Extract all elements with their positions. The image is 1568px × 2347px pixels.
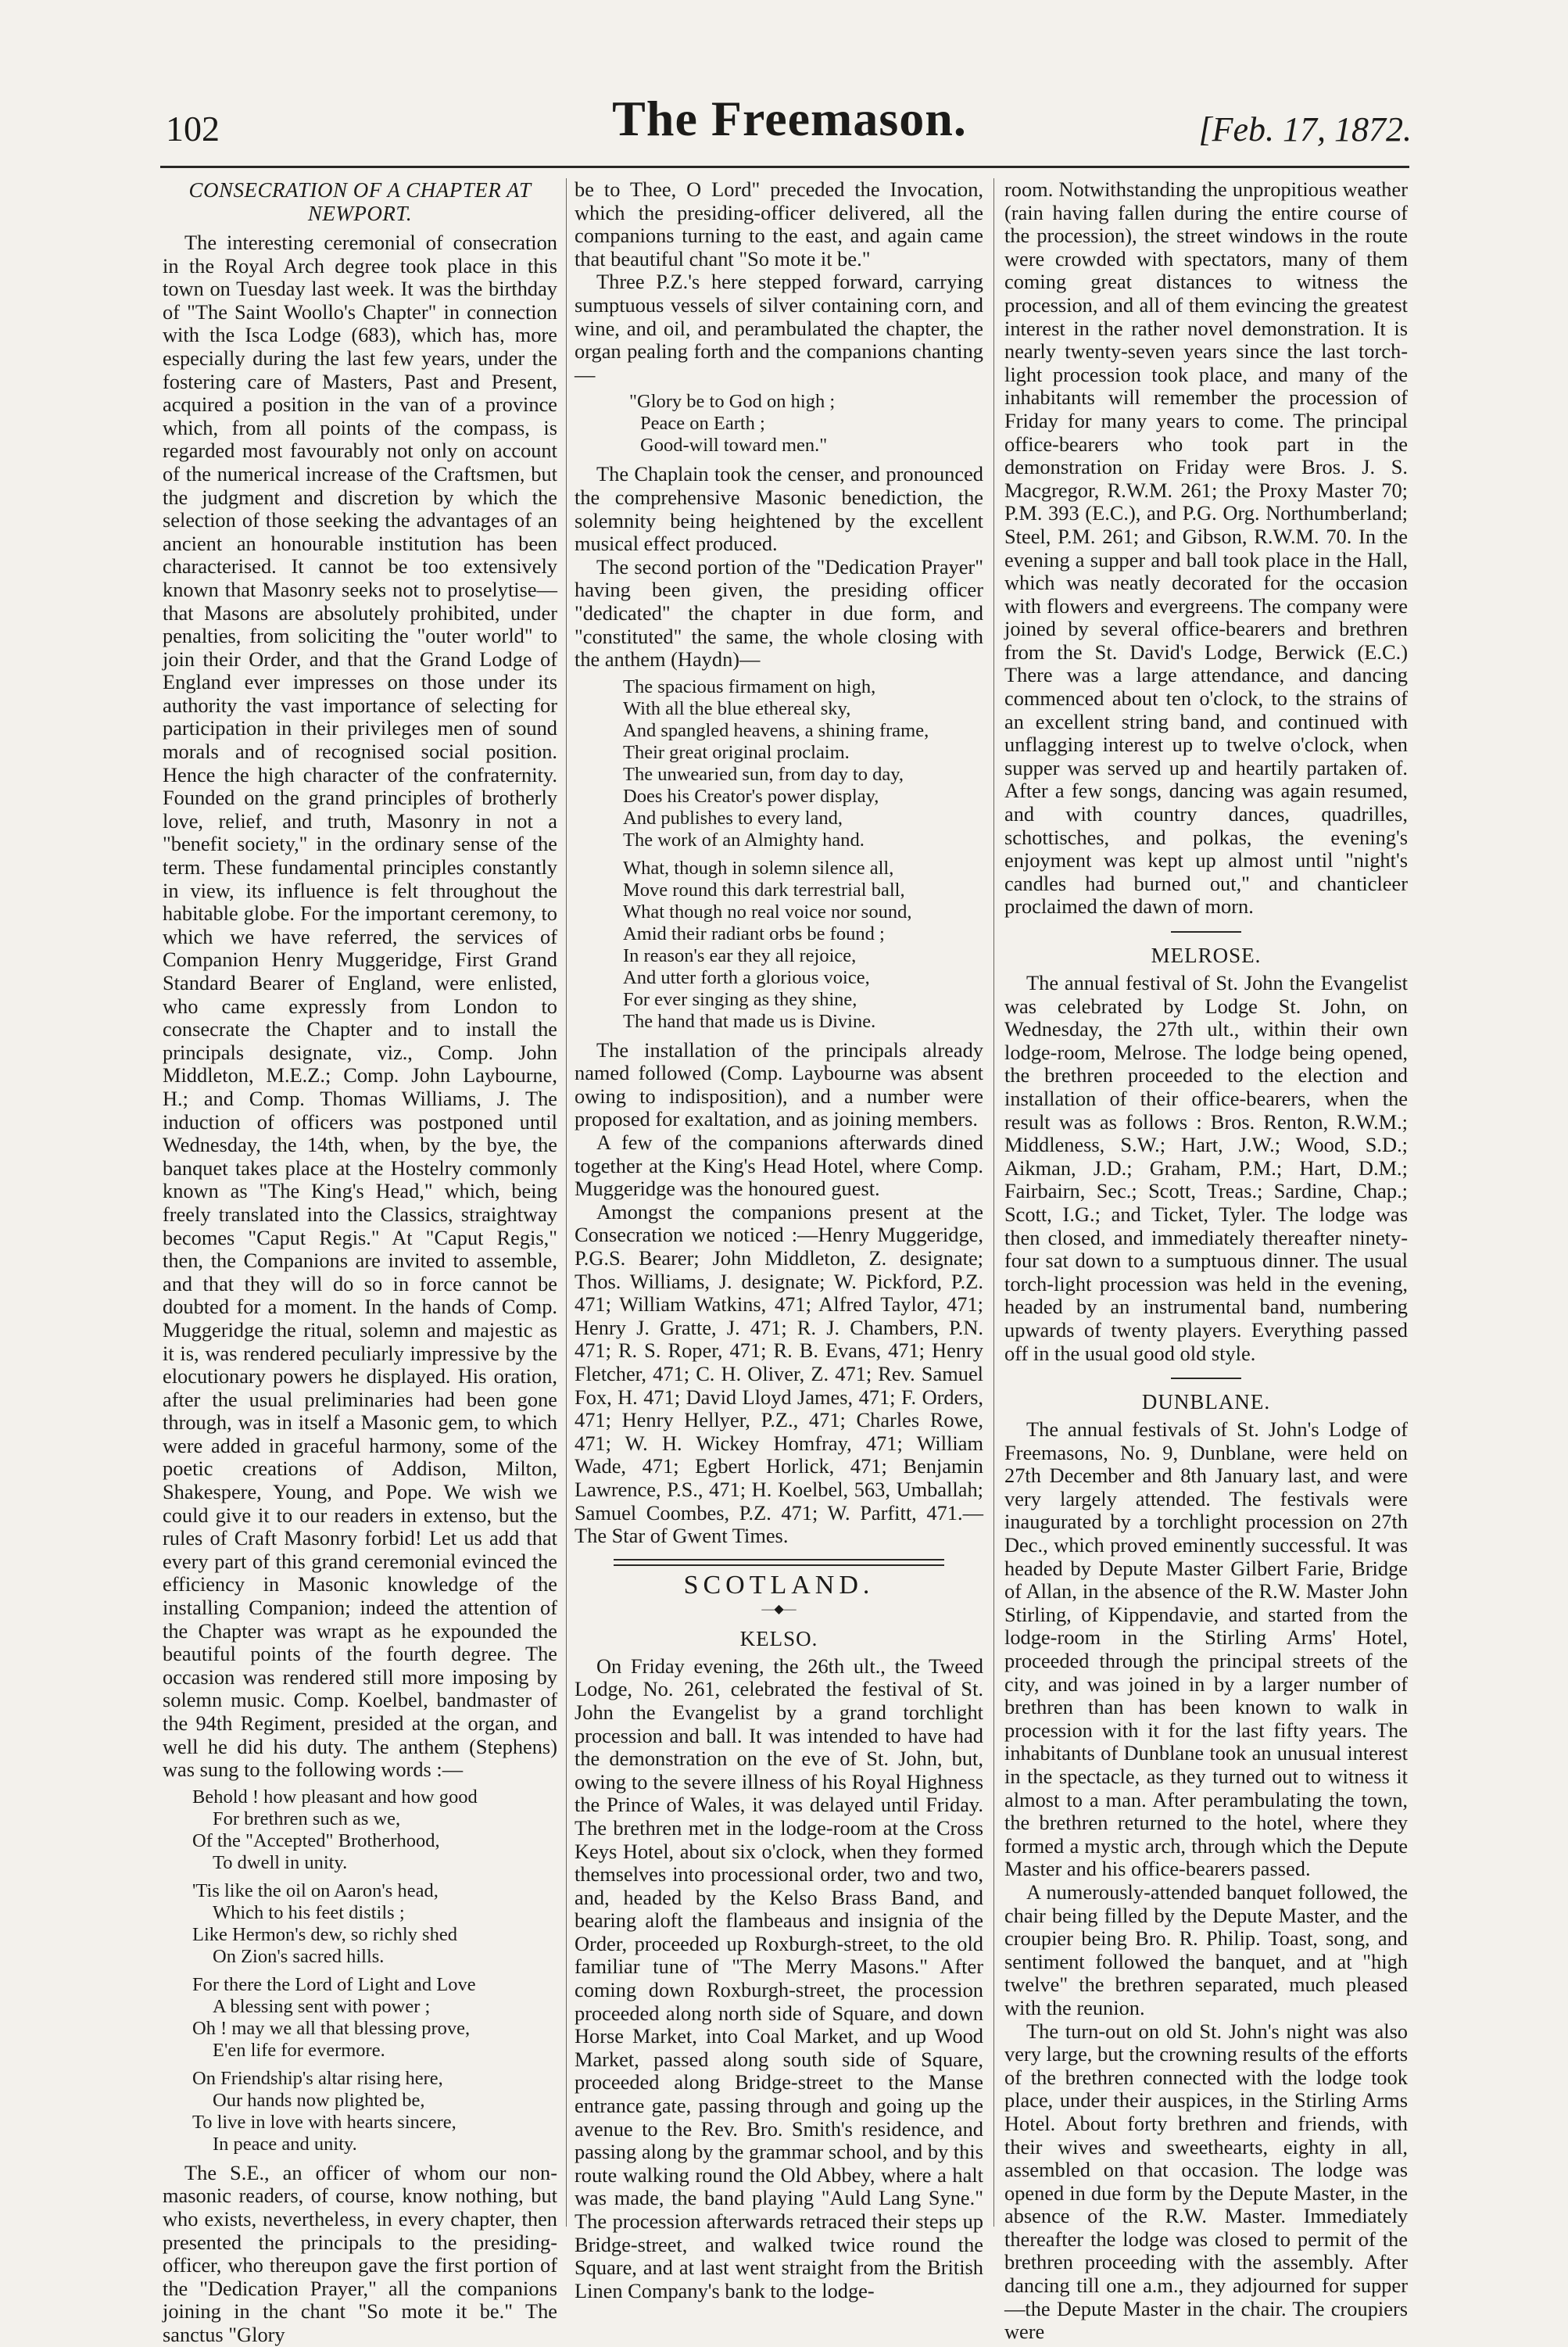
page-header xyxy=(0,0,1568,180)
paragraph: The turn-out on old St. John's night was also very large, but the crowning results of the efforts of the brethren connected with the lodge took place, under their auspices, in the Stirling Arms Hotel. About forty brethren and friends, with their wives and sweethearts, eighty in all, assembled on that occasion. The lodge was opened in due form by the Depute Master, in the absence of the R.W. Master. Immediately thereafter the lodge was closed to permit of the brethren proceeding with the assembly. After dancing till one a.m., they adjourned for supper—the Depute Master in the chair. The croupiers were xyxy=(1004,2019,1408,2344)
verse-line: Behold ! how pleasant and how good xyxy=(192,1786,478,1808)
section-double-rule xyxy=(614,1559,944,1566)
paragraph: The interesting ceremonial of consecration in the Royal Arch degree took place in this town on Tuesday last week. It was the birthday of "The Saint Woollo's Chapter" in connection with the Isca Lodge (683), which has, more especially during the last few years, under the fostering care of Masters, Past and Present, acquired a position in the van of a province which, from all points of the compass, is regarded most favourably not only on account of the numerical increase of the Craftsmen, but the judgment and discretion by which the selection of those seeking the advantages of an ancient an honourable institution has been characterised. It cannot be too extensively known that Masonry seeks not to proselytise—that Masons are absolutely prohibited, under penalties, from soliciting the "outer world" to join their Order, and that the Grand Lodge of England ever impresses on those under its authority the vast importance of selecting for participation in their privileges men of sound morals and of recognised social position. Hence the high character of the confraternity. Founded on the grand principles of brotherly love, relief, and truth, Masonry in not a "benefit society," in the ordinary sense of the term. These fundamental principles constantly in view, its influence is felt throughout the habitable globe. For the important ceremony, to which we have referred, the services of Companion Henry Muggeridge, First Grand Standard Bearer of England, were enlisted, who came expressly from London to consecrate the Chapter and to install the principals designate, viz., Comp. John Middleton, M.E.Z.; Comp. John Laybourne, H.; and Comp. Thomas Williams, J. The induction of officers was postponed until Wednesday, the 14th, when, by the bye, the banquet takes place at the Hostelry commonly known as "The King's Head," which, being freely translated into the Classics, straightway becomes "Caput Regis." At "Caput Regis," then, the Companions are invited to assemble, and that they will do so in force cannot be doubted for a moment. In the hands of Comp. Muggeridge the ritual, solemn and majestic as it is, was rendered peculiarly impressive by the elocutionary powers he displayed. His oration, after the usual preliminaries had been gone through, was in itself a Masonic gem, to which were added in graceful harmony, some of the poetic creations of Addison, Milton, Shakespere, Young, and Pope. We wish we could give it to our readers in extenso, but the rules of Craft Masonry forbid! Let us add that every part of this grand ceremonial evinced the efficiency in Masonic knowledge of the installing Companion; indeed the attention of the Chapter was wrapt as he expounded the beautiful points of the fourth degree. The occasion was rendered still more imposing by solemn music. Comp. Koelbel, bandmaster of the 94th Regiment, presided at the organ, and well he did his duty. The anthem (Stephens) was sung to the following words :— xyxy=(163,231,557,1782)
verse-line: For there the Lord of Light and Love xyxy=(192,1973,476,1995)
paragraph: The second portion of the "Dedication Prayer" having been given, the presiding officer "dedicated" the chapter in due form, and "constituted" the same, the whole closing with the anthem (Haydn)— xyxy=(575,554,983,672)
subheading-kelso: KELSO. xyxy=(739,1626,818,1650)
verse-line: What, though in solemn silence all, xyxy=(623,857,894,879)
verse-line: What though no real voice nor sound, xyxy=(623,901,912,923)
column-2 xyxy=(575,177,983,2302)
verse-line: A blessing sent with power ; xyxy=(213,1995,431,2017)
verse-line: The work of an Almighty hand. xyxy=(623,829,865,851)
anthem-verse xyxy=(192,1786,557,2155)
subheading-dunblane: DUNBLANE. xyxy=(1141,1390,1271,1414)
short-rule xyxy=(1171,931,1241,933)
paragraph: A numerously-attended banquet followed, the chair being filled by the Depute Master, and the croupier being Bro. R. Philip. Toast, song, and sentiment followed the banquet, and at "high twelve" the brethren separated, much pleased with the reunion. xyxy=(1004,1879,1408,2019)
verse-line: Of the "Accepted" Brotherhood, xyxy=(192,1829,440,1851)
verse-line: Move round this dark terrestrial ball, xyxy=(623,879,905,901)
page-number: 102 xyxy=(166,109,220,149)
section-heading-scotland: SCOTLAND. xyxy=(683,1570,875,1600)
verse-line: Which to his feet distils ; xyxy=(213,1901,405,1923)
chant-verse xyxy=(629,391,983,457)
paragraph: room. Notwithstanding the unpropitious weather (rain having fallen during the entire course of the procession), the street windows in the route were crowded with spectators, many of them coming great distances to witness the procession, and all of them evincing the greatest interest in the rather novel demonstration. It is nearly twenty-seven years since the last torch-light procession took place, and many of the inhabitants will remember the procession of Friday for many years to come. The principal office-bearers who took part in the demonstration on Friday were Bros. J. S. Macgregor, R.W.M. 261; the Proxy Master 70; P.M. 393 (E.C.), and P.G. Org. Northumberland; Steel, P.M. 261; and Gibson, R.W.M. 70. In the evening a supper and ball took place in the Hall, which was neatly decorated for the occasion with flowers and evergreens. The company were joined by several office-bearers and brethren from the St. David's Lodge, Berwick (E.C.) There was a large attendance, and dancing commenced about ten o'clock, to the strains of an excellent string band, and continued with unflagging interest up to twelve o'clock, when supper was served up and heartily partaken of. After a few songs, dancing was again resumed, and with country dances, quadrilles, schottisches, and polkas, the evening's enjoyment was kept up almost until "night's candles had burned out," and chanticleer proclaimed the dawn of morn. xyxy=(1004,177,1408,919)
stanza xyxy=(192,1974,557,2062)
verse-line: Good-will toward men." xyxy=(640,435,828,457)
ornament-icon: —◆— xyxy=(761,1602,797,1616)
stanza xyxy=(192,2068,557,2155)
stanza xyxy=(192,1786,557,1874)
verse-line: 'Tis like the oil on Aaron's head, xyxy=(192,1879,439,1901)
paragraph: The S.E., an officer of whom our non-masonic readers, of course, know nothing, but who exists, nevertheless, in every chapter, then presented the principals to the presiding-officer, who thereupon gave the first portion of the "Dedication Prayer," all the companions joining in the chant "So mote it be." The sanctus "Glory xyxy=(163,2160,557,2346)
verse-line: And publishes to every land, xyxy=(623,807,843,829)
verse-line: And spangled heavens, a shining frame, xyxy=(623,719,929,741)
header-rule xyxy=(160,166,1409,168)
paragraph: A few of the companions afterwards dined together at the King's Head Hotel, where Comp. Muggeridge was the honoured guest. xyxy=(575,1131,983,1201)
paragraph: The annual festivals of St. John's Lodge of Freemasons, No. 9, Dunblane, were held on 27th December and 8th January last, and were very largely attended. The festivals were inaugurated by a torchlight procession on 27th Dec., which proved eminently successful. It was headed by Depute Master Gilbert Farie, Bridge of Allan, in the absence of the R.W. Master John Stirling, of Kippendavie, and started from the lodge-room in the Stirling Arms' Hotel, proceeded through the principal streets of the city, and was joined in by a larger number of brethren than has been known to walk in procession with it for the last fifty years. The inhabitants of Dunblane took an unusual interest in the spectacle, as they turned out to witness it almost to a man. After perambulating the town, the brethren returned to the hotel, where they formed a mystic arch, through which the Depute Master and his office-bearers passed. xyxy=(1004,1417,1408,1881)
paragraph: Three P.Z.'s here stepped forward, carrying sumptuous vessels of silver containing corn, and wine, and oil, and perambulated the chapter, the organ pealing forth and the companions chanting— xyxy=(575,270,983,386)
stanza xyxy=(192,1880,557,1968)
article-title: CONSECRATION OF A CHAPTER AT NEWPORT. xyxy=(188,178,532,225)
paragraph: The installation of the principals already named followed (Comp. Laybourne was absent owing to indisposition), and a number were proposed for exaltation, and as joining members. xyxy=(575,1037,983,1131)
verse-line: In reason's ear they all rejoice, xyxy=(623,944,857,966)
verse-line: To live in love with hearts sincere, xyxy=(192,2111,456,2133)
short-rule xyxy=(1171,1378,1241,1379)
verse-line: E'en life for evermore. xyxy=(213,2039,385,2061)
paragraph: Amongst the companions present at the Consecration we noticed :—Henry Muggeridge, P.G.S. Bearer; John Middleton, Z. designate; Thos. Williams, J. designate; W. Pickford, P.Z. 471; William Watkins, 471; Alfred Taylor, 471; Henry J. Gratte, J. 471; R. J. Chambers, P.N. 471; R. S. Roper, 471; R. B. Evans, 471; Henry Fletcher, 471; C. H. Oliver, Z. 471; Rev. Samuel Fox, H. 471; David Lloyd James, 471; F. Orders, 471; Henry Hellyer, P.Z., 471; Charles Rowe, 471; W. H. Wickey Homfray, 471; William Wade, 471; Egbert Horlick, 471; Benjamin Lawrence, P.S., 471; H. Koelbel, 563, Umballah; Samuel Coombes, P.Z. 471; W. Parfitt, 471.—The Star of Gwent Times. xyxy=(575,1199,983,1548)
issue-date: [Feb. 17, 1872. xyxy=(1198,110,1412,149)
paragraph: The annual festival of St. John the Evangelist was celebrated by Lodge St. John, on Wednesday, the 27th ult., within their own lodge-room, Melrose. The lodge being opened, the brethren proceeded to the election and installation of their office-bearers, when the result was as follows : Bros. Renton, R.W.M.; Middleness, S.W.; Hart, J.W.; Wood, S.D.; Aikman, J.D.; Graham, P.M.; Hart, D.M.; Fairbairn, Sec.; Scott, Treas.; Sardine, Chap.; Scott, I.G.; and Ticket, Tyler. The lodge was then closed, and immediately thereafter ninety-four sat down to a sumptuous dinner. The usual torch-light procession was held in the evening, headed by an instrumental band, numbering upwards of twenty players. Everything passed off in the usual good old style. xyxy=(1004,971,1408,1365)
paragraph: be to Thee, O Lord" preceded the Invocation, which the presiding-officer delivered, all the companions turning to the east, and again came that beautiful chant "So mote it be." xyxy=(575,177,983,271)
verse-line: Amid their radiant orbs be found ; xyxy=(623,923,885,944)
verse-line: "Glory be to God on high ; xyxy=(629,391,836,413)
verse-line: On Friendship's altar rising here, xyxy=(192,2067,443,2089)
verse-line: In peace and unity. xyxy=(213,2133,357,2155)
masthead: The Freemason. xyxy=(612,91,967,146)
verse-line: Does his Creator's power display, xyxy=(623,785,879,807)
paragraph: On Friday evening, the 26th ult., the Tweed Lodge, No. 261, celebrated the festival of St. John the Evangelist by a grand torchlight procession and ball. It was intended to have had the demonstration on the eve of St. John, but, owing to the severe illness of his Royal Highness the Prince of Wales, it was delayed until Friday. The brethren met in the lodge-room at the Cross Keys Hotel, about six o'clock, when they formed themselves into processional order, two and two, and, headed by the Kelso Brass Band, and bearing aloft the flambeaus and insignia of the Order, proceeded up Roxburgh-street, to the old familiar tune of "The Merry Masons." After coming down Roxburgh-street, the procession proceeded along north side of Square, and down Horse Market, into Coal Market, and up Wood Market, passed along south side of Square, proceeded along Bridge-street to the Manse entrance gate, passing through and going up the avenue to the Rev. Bro. Smith's residence, and passing along by the grammar school, and by this route walking round the Old Abbey, where a halt was made, the band playing "Auld Lang Syne." The procession afterwards retraced their steps up Bridge-street, and walked twice round the Square, and at last went straight from the British Linen Company's bank to the lodge- xyxy=(575,1654,983,2302)
subheading-melrose: MELROSE. xyxy=(1151,944,1262,967)
verse-line: Peace on Earth ; xyxy=(640,413,765,435)
verse-line: Like Hermon's dew, so richly shed xyxy=(192,1923,457,1945)
anthem-verse xyxy=(623,676,983,1033)
verse-line: To dwell in unity. xyxy=(213,1851,348,1873)
column-divider xyxy=(566,178,567,2227)
verse-line: For brethren such as we, xyxy=(213,1808,401,1829)
verse-line: The spacious firmament on high, xyxy=(623,675,876,697)
paragraph: The Chaplain took the censer, and pronounced the comprehensive Masonic benediction, the solemnity being heightened by the excellent musical effect produced. xyxy=(575,462,983,556)
verse-line: On Zion's sacred hills. xyxy=(213,1945,385,1967)
stanza xyxy=(623,676,983,851)
verse-line: Oh ! may we all that blessing prove, xyxy=(192,2017,471,2039)
verse-line: With all the blue ethereal sky, xyxy=(623,697,851,719)
verse-line: The hand that made us is Divine. xyxy=(623,1010,876,1032)
verse-line: Our hands now plighted be, xyxy=(213,2089,425,2111)
column-divider xyxy=(993,178,994,2227)
stanza xyxy=(623,858,983,1033)
column-3 xyxy=(1004,177,1408,2344)
verse-line: Their great original proclaim. xyxy=(623,741,850,763)
column-1 xyxy=(163,178,557,2346)
verse-line: For ever singing as they shine, xyxy=(623,988,857,1010)
verse-line: And utter forth a glorious voice, xyxy=(623,966,870,988)
verse-line: The unwearied sun, from day to day, xyxy=(623,763,904,785)
